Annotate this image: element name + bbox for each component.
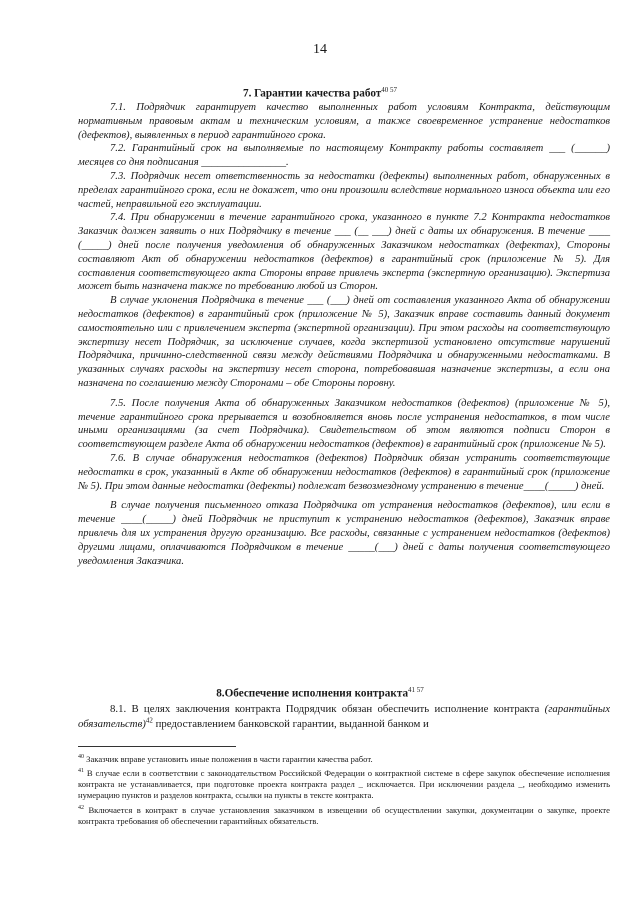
clause-7-5: 7.5. После получения Акта об обнаруженных Заказчиком недостатков (дефектов) (приложение № 5), течение гарантийного срока прерывается и возобновляется вновь после устранения недостатков, в том числе иными организациями (за счет Подрядчика). Свидетельством об этом являются подписи Сторон в соответствующем разделе Акта об обнаружении недостатков (дефектов) в гарантийный срок (приложение № 5). [78,397,610,451]
clause-7-6-refusal: В случае получения письменного отказа Подрядчика от устранения недостатков (дефектов), или если в течение ____(_____) дней Подрядчик не приступит к устранению недостатков (дефектов), Заказчик вправе привлечь для их устранения другую организацию. Все расходы, связанные с устранением недостатков (дефектов) другими лицами, оплачиваются Подрядчиком в течение _____(___) дней с даты получения соответствующего уведомления Заказчика. [78,500,610,567]
footnote-41 [78,766,610,801]
section-8-heading [0,686,640,700]
footnote-42 [78,803,610,827]
clause-8-1-footnote-ref: 42 [145,715,153,724]
clause-8-1-italic: (гарантийных обязательств) [78,703,611,730]
clause-8-1 [78,702,610,731]
clause-7-2: 7.2. Гарантийный срок на выполняемые по настоящему Контракту работы составляет ___ (______) месяцев со дня подписания ________________. [78,143,610,169]
section-7-body [78,101,610,568]
section-7-title: 7. Гарантии качества работ [242,87,382,100]
footnotes [78,752,610,828]
footnote-40 [78,752,610,765]
section-8-body [78,702,610,731]
clause-8-1-end: предоставлением банковской гарантии, выданной банком и [155,717,429,730]
footnote-40-num: 40 [78,754,84,760]
clause-7-4: 7.4. При обнаружении в течение гарантийного срока, указанного в пункте 7.2 Контракта недостатков Заказчик должен заявить о них Подрядчику в течение ___ (__ ___) дней с даты их обнаружения. В течение ____ (_____) дней после получения уведомления об обнаруженных Заказчиком недостатках (дефектах), Стороны составляют Акт об обнаружении недостатков (дефектов) в гарантийный срок (приложение № 5). Для составления соответствующего акта Стороны вправе привлечь эксперта (экспертную организацию). Экспертиза может быть назначена также по требованию любой из Сторон. [78,212,610,293]
section-7-heading [0,86,640,100]
clause-7-4-evasion: В случае уклонения Подрядчика в течение ___ (___) дней от составления указанного Акта об обнаружении недостатков (дефектов) в гарантийный срок (приложение № 5), Заказчик вправе составить данный документ самостоятельно или с привлечением эксперта (экспертной организации). При этом расходы на соответствующую экспертизу несет Подрядчик, за исключение случаев, когда экспертизой установлено отсутствие нарушений Подрядчика, причинно-следственной связи между действиями Подрядчика и обнаруженными недостатками. В указанных случаях расходы на экспертизу несет сторона, потребовавшая назначение экспертизы, а если она назначена по соглашению между Сторонами – обе Стороны поровну. [78,295,610,389]
clause-8-1-start: 8.1. В целях заключения контракта Подрядчик обязан обеспечить исполнение контракта [110,703,540,715]
footnote-42-num: 42 [78,804,84,811]
section-8-title: 8.Обеспечение исполнения контракта [216,687,409,700]
page-number: 14 [313,42,327,57]
footnote-41-num: 41 [78,768,84,775]
footnote-divider [78,746,236,747]
footnote-42-text: Включается в контракт в случае установления заказчиком в извещении об осуществлении закупки, документации о закупке, проекте контракта требования об обеспечении гарантийных обязательств. [78,804,610,826]
footnote-40-text: Заказчик вправе установить иные положения в части гарантии качества работ. [86,753,373,764]
clause-7-1: 7.1. Подрядчик гарантирует качество выполненных работ условиям Контракта, действующим нормативным правовым актам и техническим условиям, а также своевременное устранение недостатков (дефектов), выявленных в период гарантийного срока. [78,102,610,141]
section-7-footnote-refs: 40 57 [381,86,398,94]
clause-7-3: 7.3. Подрядчик несет ответственность за недостатки (дефекты) выполненных работ, обнаруженных в пределах гарантийного срока, если не докажет, что они произошли вследствие нормального износа объекта или его частей, неправильной его эксплуатации. [78,170,610,210]
section-8-footnote-refs: 41 57 [408,686,424,694]
footnote-41-text: В случае если в соответствии с законодательством Российской Федерации о контрактной системе в сфере закупок обеспечение исполнения контракта не устанавливается, при подготовке проекта контракта раздел _ исключается. При исключении раздела _, необходимо изменить нумерацию пунктов и разделов контракта, ссылки на пункты в тексте контракта. [78,767,610,801]
clause-7-6: 7.6. В случае обнаружения недостатков (дефектов) Подрядчик обязан устранить соответствующие недостатки в срок, указанный в Акте об обнаружении недостатков (дефектов) в гарантийный срок (приложение № 5). При этом данные недостатки (дефекты) подлежат безвозмездному устранению в течение____(_____) дней. [78,452,610,492]
